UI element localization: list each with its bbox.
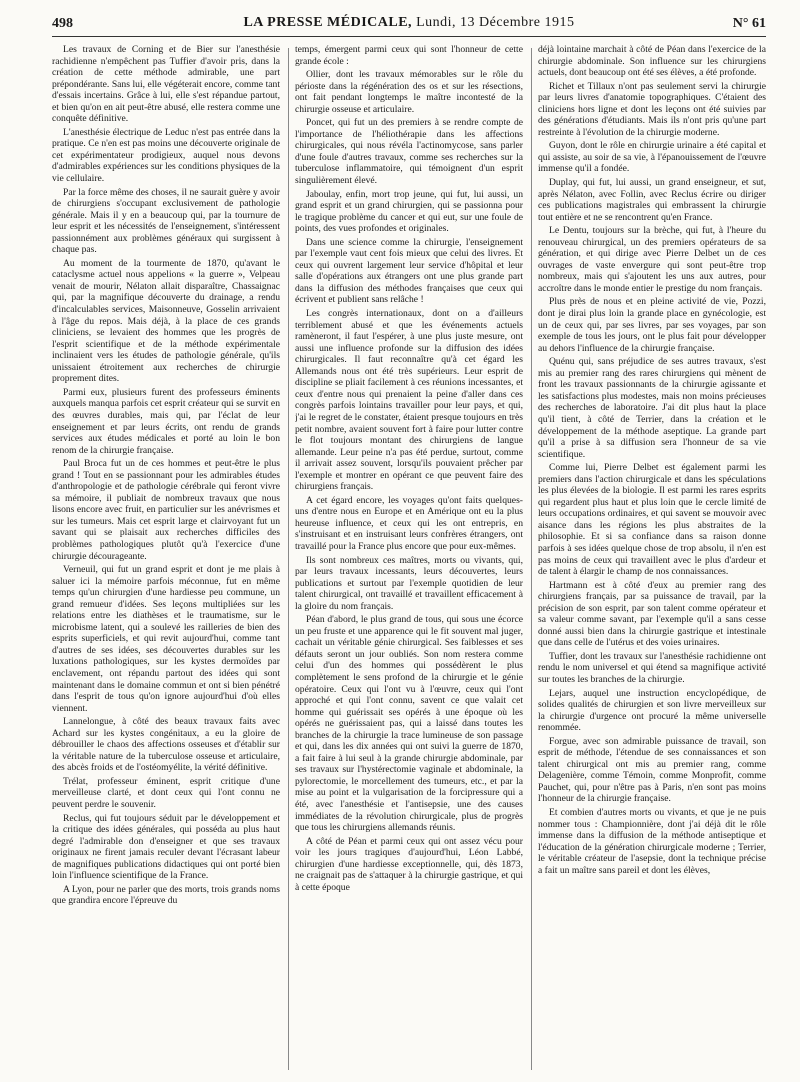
paragraph: A cet égard encore, les voyages qu'ont faits quelques-uns d'entre nous en Europe et en Amérique ont eu la plus heureuse influence, et ceux qui les ont entrepris, en s'instruisant et en instruisant leurs confrères étrangers, ont travaillé pour la France plus encore que pour eux-mêmes.	[295, 494, 523, 552]
paragraph: temps, émergent parmi ceux qui sont l'honneur de cette grande école :	[295, 44, 523, 67]
article-columns	[52, 44, 766, 1074]
paragraph: Hartmann est à côté d'eux au premier rang des chirurgiens français, par sa puissance de travail, par la précision de son esprit, par son talent comme opérateur et sa valeur comme savant, par l'exemple qu'il a sans cesse donné aussi bien dans la chirurgie gastrique et intestinale que dans celle de l'utérus et des voies urinaires.	[538, 579, 766, 649]
paragraph: Péan d'abord, le plus grand de tous, qui sous une écorce un peu fruste et une apparence qui le fit souvent mal juger, cachait un véritable génie chirurgical. Ses faiblesses et ses défauts seront un jour oubliés. Son nom restera comme celui d'un des hommes qui possédèrent le plus complètement le sens profond de la chirurgie et le génie opératoire. Ceux qui l'ont vu à l'œuvre, ceux qui l'ont approché et qui l'ont connu, savent ce que valait cet homme qui guérissait ses opérés à une époque où les opérés ne guérissaient pas, qui a laissé dans toutes les branches de la chirurgie la trace lumineuse de son passage et qui, dans les dix années qui ont suivi la guerre de 1870, a fait faire à lui seul à la grande chirurgie abdominale, par ses travaux sur l'hystérectomie vaginale et abdominale, la pylorectomie, le morcellement des tumeurs, etc., et par la mise au point et la vulgarisation de la forcipressure qui a été, avec l'anesthésie et l'antisepsie, une des causes immédiates de la révolution chirurgicale, plus de progrès que tous les chirurgiens allemands réunis.	[295, 614, 523, 834]
column-3	[538, 44, 766, 1074]
paragraph: Ollier, dont les travaux mémorables sur le rôle du périoste dans la régénération des os et sur les résections, ont fait pendant longtemps le maître incontesté de la chirurgie osseuse et articulaire.	[295, 69, 523, 115]
paragraph: Reclus, qui fut toujours séduit par le développement et la critique des idées générales, qui posséda au plus haut degré l'admirable don d'enseigner et que ses travaux originaux ne firent jamais reculer devant l'écrasant labeur de magnifiques publications didactiques qui ont porté bien loin l'influence scientifique de la France.	[52, 812, 280, 882]
paragraph: Poncet, qui fut un des premiers à se rendre compte de l'importance de l'héliothérapie dans les affections chirurgicales, qui nous révéla l'actinomycose, sans parler d'une foule d'autres travaux, comme ses recherches sur la tuberculose inflammatoire, qui témoignent d'un esprit singulièrement élevé.	[295, 117, 523, 187]
paragraph: Et combien d'autres morts ou vivants, et que je ne puis nommer tous : Championnière, dont j'ai déjà dit le rôle immense dans la diffusion de la méthode antiseptique et l'éducation de la génération chirurgicale moderne ; Terrier, le véritable créateur de l'asepsie, dont la technique précise a fait un maître sans pareil et dont les élèves,	[538, 807, 766, 876]
paragraph: Lannelongue, à côté des beaux travaux faits avec Achard sur les kystes congénitaux, a eu la gloire de débrouiller le chaos des affections osseuses et d'établir sur la véritable nature de la tuberculose osseuse et articulaire, des abcès froids et de l'ostéomyélite, la vérité définitive.	[52, 716, 280, 774]
paragraph: Ils sont nombreux ces maîtres, morts ou vivants, qui, par leurs travaux incessants, leurs découvertes, leurs publications et surtout par l'exemple quotidien de leur talent chirurgical, ont travaillé et travaillent efficacement à la gloire du nom français.	[295, 554, 523, 612]
paragraph: A Lyon, pour ne parler que des morts, trois grands noms que grandira encore l'épreuve du	[52, 883, 280, 907]
paragraph: Forgue, avec son admirable puissance de travail, son esprit de méthode, l'étendue de ses connaissances et son talent chirurgical ont mis au premier rang, comme Delagenière, comme Témoin, comme Monprofit, comme Pauchet, qui, pour n'être pas à Paris, n'en sont pas moins l'honneur de la chirurgie française.	[538, 735, 766, 805]
paragraph: Guyon, dont le rôle en chirurgie urinaire a été capital et qui assiste, au soir de sa vie, à l'épanouissement de l'œuvre immense qu'il a fondée.	[538, 140, 766, 175]
column-2	[295, 44, 523, 1074]
page-header	[52, 14, 766, 37]
paragraph: Jaboulay, enfin, mort trop jeune, qui fut, lui aussi, un grand esprit et un grand chirurgien, qui se passionna pour le tragique problème du cancer et qui eut, sur une foule de points, des vues profondes et originales.	[295, 188, 523, 235]
column-divider	[288, 48, 289, 1070]
paragraph: Les congrès internationaux, dont on a d'ailleurs terriblement abusé et que les événements actuels ramèneront, il faut l'espérer, à une plus juste mesure, ont aussi une influence profonde sur la diffusion des idées chirurgicales. Il faut reconnaître qu'à cet égard les Allemands nous ont été très supérieurs. Leur esprit de discipline se pliait facilement à ces réunions incessantes, et ceux d'entre nous qui prenaient la peine d'aller dans ces congrès parfois lointains travailler pour leur pays, et qui, j'ai le regret de le constater, étaient presque toujours en très petit nombre, avaient souvent fort à faire pour lutter contre le flot toujours montant des chirurgiens de langue allemande. Leur peine n'a pas été perdue, surtout, comme il arrivait assez souvent, lorsqu'ils pouvaient prêcher par l'exemple et montrer en opérant ce que peuvent faire des chirurgiens français.	[295, 308, 523, 493]
paragraph: Par la force même des choses, il ne saurait guère y avoir de chirurgiens s'occupant exclusivement de pathologie générale. Mais il y en a beaucoup qui, par la tournure de leur esprit et les nécessités de l'enseignement, s'intéressent passionnément aux problèmes généraux qui surgissent à chaque pas.	[52, 186, 280, 256]
paragraph: A côté de Péan et parmi ceux qui ont assez vécu pour voir les jours tragiques d'aujourd'hui, Léon Labbé, chirurgien d'une hardiesse exceptionnelle, qui, dès 1873, ne craignait pas de s'attaquer à la chirurgie gastrique, et qui à cette époque	[295, 835, 523, 893]
paragraph: Duplay, qui fut, lui aussi, un grand enseigneur, et sut, après Nélaton, avec Follin, avec Reclus écrire ou diriger ces publications magistrales qui embrassent la chirurgie tout entière et ne se rencontrent qu'en France.	[538, 177, 766, 223]
column-1	[52, 44, 280, 1074]
issue-date: Lundi, 13 Décembre 1915	[416, 15, 575, 30]
journal-name: LA PRESSE MÉDICALE,	[243, 15, 413, 30]
paragraph: Verneuil, qui fut un grand esprit et dont je me plais à saluer ici la mémoire parfois méconnue, fut en même temps qu'un chirurgien d'une hardiesse peu commune, un grand remueur d'idées. Ses leçons multipliées sur les relations entre les diathèses et le traumatisme, sur le microbisme latent, qui a soulevé les railleries de bien des esprits superficiels, et qui revit aujourd'hui, comme tant d'autres de ses idées, ses découvertes durables sur les luxations pathologiques, sur les kystes dermoïdes par enclavement, ont répandu partout des idées qui sont maintenant dans le domaine commun et ont si bien pénétré dans l'esprit de tous qu'on ignore aujourd'hui d'où elles viennent.	[52, 564, 280, 714]
paragraph: Trélat, professeur éminent, esprit critique d'une merveilleuse clarté, et dont ceux qui l'ont connu ne peuvent perdre le souvenir.	[52, 775, 280, 810]
paragraph: Le Dentu, toujours sur la brèche, qui fut, à l'heure du renouveau chirurgical, un des premiers opérateurs de sa génération, et qui dirige avec Pierre Delbet un de ces ouvrages de vaste envergure qui sont peut-être trop nombreux, mais qui s'ajoutent les uns aux autres, pour accroître dans le monde entier le prestige du nom français.	[538, 225, 766, 294]
paragraph: Tuffier, dont les travaux sur l'anesthésie rachidienne ont rendu le nom universel et qui étend sa magnifique activité sur toutes les branches de la chirurgie.	[538, 650, 766, 685]
paragraph: Quénu qui, sans préjudice de ses autres travaux, s'est mis au premier rang des rares chirurgiens qui mènent de front les travaux passionnants de la chirurgie agissante et les satisfactions plus modestes, mais non moins précieuses des recherches de laboratoire. J'ai dit plus haut la place qu'il tient, à côté de Terrier, dans la création et le développement de la méthode aseptique. La grande part qu'il a prise à sa diffusion sera l'honneur de sa vie scientifique.	[538, 356, 766, 460]
paragraph: Les travaux de Corning et de Bier sur l'anesthésie rachidienne n'empêchent pas Tuffier d'avoir pris, dans la création de cette méthode admirable, une part prépondérante. Sans lui, elle végéterait encore, comme tant d'essais incertains. Grâce à lui, elle s'est répandue partout, et bien qu'on en ait peut-être abusé, elle restera comme une conquête définitive.	[52, 44, 280, 125]
page-number: 498	[52, 16, 73, 31]
paragraph: Comme lui, Pierre Delbet est également parmi les premiers dans l'action chirurgicale et dans les spéculations les plus élevées de la biologie. Il est parmi les rares esprits qui regardent plus haut et plus loin que le cercle limité de leurs occupations ordinaires, et qui savent se mouvoir avec aisance dans les régions les plus abstraites de la philosophie. Et si sa confiance dans sa raison donne parfois à ses idées quelque chose de trop absolu, il n'en est pas moins de ceux qui travaillent avec le plus d'ardeur et de talent à élargir le champ de nos connaissances.	[538, 462, 766, 578]
paragraph: Dans une science comme la chirurgie, l'enseignement par l'exemple vaut cent fois mieux que celui des livres. Et ceux qui ouvrent largement leur service d'hôpital et leur salle d'opérations aux étrangers ont une plus grande part dans la diffusion des méthodes françaises que ceux qui écrivent et publient sans relâche !	[295, 236, 523, 306]
paragraph: Au moment de la tourmente de 1870, qu'avant le cataclysme actuel nous appelions « la guerre », Velpeau venait de mourir, Nélaton allait disparaître, Chassaignac qui, par la magnifique découverte du drainage, a rendu d'incalculables services, Maisonneuve, Gosselin arrivaient à l'âge du repos. Mais déjà, à la place de ces grands cliniciens, se levaient des hommes que les progrès de l'esprit scientifique et de la méthode expérimentale inclinaient vers les études de pathologie générale, qu'ils unissaient étroitement aux recherches de chirurgie proprement dites.	[52, 257, 280, 385]
column-divider	[531, 48, 532, 1070]
paragraph: L'anesthésie électrique de Leduc n'est pas entrée dans la pratique. Ce n'en est pas moins une découverte originale de cet expérimentateur prodigieux, auquel nous devons d'admirables expériences sur les conditions physiques de la vie cellulaire.	[52, 126, 280, 185]
paragraph: Parmi eux, plusieurs furent des professeurs éminents auxquels manqua parfois cet esprit créateur qui se survit en des œuvres durables, mais qui, par l'éclat de leur enseignement et par leurs écrits, ont rendu de grands services aux études médicales et porté au loin le bon renom de la chirurgie française.	[52, 386, 280, 456]
paragraph: Richet et Tillaux n'ont pas seulement servi la chirurgie par leurs livres d'anatomie topographiques. C'étaient des cliniciens hors ligne et dont les leçons ont été suivies par des générations d'étudiants. Mais ils n'ont pris qu'une part restreinte à l'évolution de la chirurgie moderne.	[538, 80, 766, 138]
issue-number: N° 61	[732, 16, 766, 31]
paragraph: Paul Broca fut un de ces hommes et peut-être le plus grand ! Tout en se passionnant pour les admirables études d'anthropologie et de pathologie cérébrale qui feront vivre sa mémoire, il publiait de nombreux travaux que nous lisons encore avec fruit, en particulier sur les anévrismes et sur les tumeurs. Mais cet esprit large et clairvoyant fut un savant qui se plaisait aux recherches difficiles des problèmes pathologiques plutôt qu'à l'exercice d'une chirurgie décourageante.	[52, 458, 280, 562]
paragraph: Plus près de nous et en pleine activité de vie, Pozzi, dont je dirai plus loin la grande place en gynécologie, est un de ceux qui, par ses livres, par ses voyages, par son exemple de tous les jours, ont le plus fait pour développer au dehors l'influence de la chirurgie française.	[538, 296, 766, 354]
paragraph: déjà lointaine marchait à côté de Péan dans l'exercice de la chirurgie abdominale. Son influence sur les chirurgiens actuels, dont beaucoup ont été ses élèves, a été profonde.	[538, 44, 766, 79]
running-title	[52, 15, 766, 31]
paragraph: Lejars, auquel une instruction encyclopédique, de solides qualités de chirurgien et son livre merveilleux sur la chirurgie d'urgence ont procuré la même universelle renommée.	[538, 687, 766, 734]
